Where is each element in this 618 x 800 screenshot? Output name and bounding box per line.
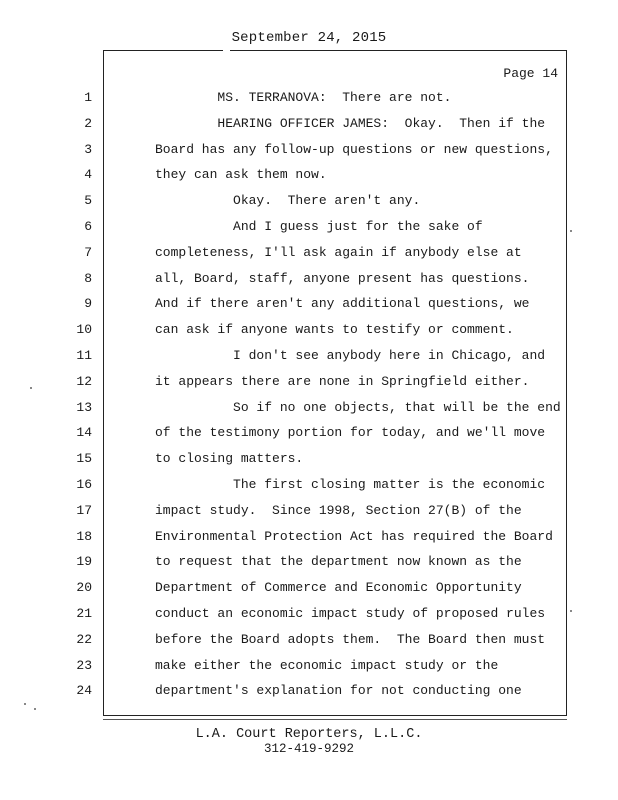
footer-phone: 312-419-9292 — [263, 742, 354, 756]
line-text: they can ask them now. — [155, 167, 327, 182]
line-number: 24 — [76, 683, 92, 698]
line-text: And if there aren't any additional questions, we — [155, 296, 530, 311]
line-text: Okay. There aren't any. — [155, 193, 421, 208]
line-text: before the Board adopts them. The Board then must — [155, 632, 546, 647]
scan-speck — [570, 230, 572, 232]
line-number: 15 — [76, 451, 92, 466]
scan-speck — [570, 610, 572, 612]
line-text: to closing matters. — [155, 451, 304, 466]
line-text: conduct an economic impact study of proposed rules — [155, 606, 546, 621]
line-number: 12 — [76, 374, 92, 389]
line-text: And I guess just for the sake of — [155, 219, 483, 234]
page-number: Page 14 — [503, 66, 558, 81]
line-text: it appears there are none in Springfield either. — [155, 374, 530, 389]
line-number: 5 — [84, 193, 92, 208]
line-number: 20 — [76, 580, 92, 595]
line-text: Environmental Protection Act has required the Board — [155, 529, 553, 544]
line-text: impact study. Since 1998, Section 27(B) of the — [155, 503, 522, 518]
line-text: of the testimony portion for today, and we'll move — [155, 425, 546, 440]
line-text: to request that the department now known as the — [155, 554, 522, 569]
line-text: Department of Commerce and Economic Opportunity — [155, 580, 522, 595]
line-number: 17 — [76, 503, 92, 518]
line-number: 16 — [76, 477, 92, 492]
line-number: 22 — [76, 632, 92, 647]
line-text: The first closing matter is the economic — [155, 477, 546, 492]
line-number: 1 — [84, 90, 92, 105]
footer-company: L.A. Court Reporters, L.L.C. — [195, 727, 423, 742]
line-text: HEARING OFFICER JAMES: Okay. Then if the — [155, 116, 546, 131]
line-text: completeness, I'll ask again if anybody else at — [155, 245, 522, 260]
line-text: I don't see anybody here in Chicago, and — [155, 348, 546, 363]
scan-speck — [34, 708, 36, 710]
line-number: 19 — [76, 554, 92, 569]
frame-bottom-rule — [103, 719, 567, 720]
line-number: 18 — [76, 529, 92, 544]
line-text: MS. TERRANOVA: There are not. — [155, 90, 452, 105]
line-number: 9 — [84, 296, 92, 311]
line-text: Board has any follow-up questions or new questions, — [155, 142, 553, 157]
scan-speck — [24, 703, 26, 705]
line-number: 2 — [84, 116, 92, 131]
line-number: 21 — [76, 606, 92, 621]
line-text: So if no one objects, that will be the end — [155, 400, 561, 415]
line-text: department's explanation for not conducting one — [155, 683, 522, 698]
line-number: 6 — [84, 219, 92, 234]
line-text: all, Board, staff, anyone present has questions. — [155, 271, 530, 286]
line-number: 3 — [84, 142, 92, 157]
line-number: 7 — [84, 245, 92, 260]
line-number: 10 — [76, 322, 92, 337]
line-number: 13 — [76, 400, 92, 415]
line-number: 14 — [76, 425, 92, 440]
line-text: can ask if anyone wants to testify or comment. — [155, 322, 514, 337]
header-date: September 24, 2015 — [231, 30, 387, 46]
scan-speck — [30, 387, 32, 389]
line-number: 4 — [84, 167, 92, 182]
line-number: 11 — [76, 348, 92, 363]
line-number: 8 — [84, 271, 92, 286]
line-number: 23 — [76, 658, 92, 673]
line-text: make either the economic impact study or the — [155, 658, 499, 673]
